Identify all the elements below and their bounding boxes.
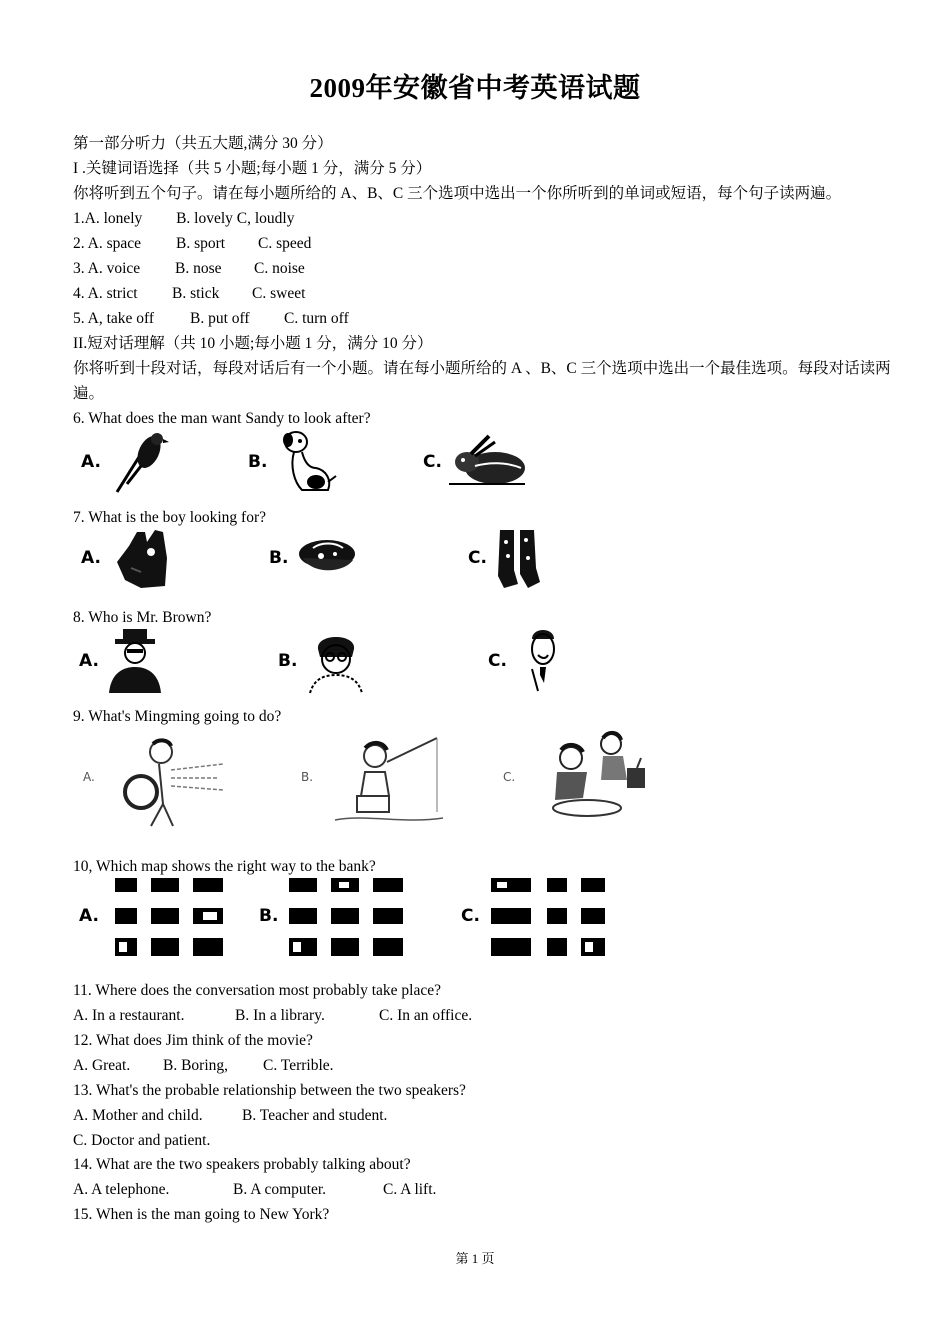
option-b: B. nose xyxy=(175,260,222,277)
question-15: 15. When is the man going to New York? xyxy=(73,1206,330,1223)
question-6: 6. What does the man want Sandy to look after? xyxy=(73,410,371,427)
socks-image xyxy=(494,528,544,590)
option-label: A. xyxy=(81,548,101,568)
question-11: 11. Where does the conversation most probably take place? xyxy=(73,982,441,999)
q8-pictures xyxy=(73,627,573,699)
option-label: C. xyxy=(468,548,487,568)
option-label: B. xyxy=(269,548,289,568)
section2-heading: II.短对话理解（共 10 小题;每小题 1 分，满分 10 分） xyxy=(73,335,433,352)
option-label: B. xyxy=(301,770,314,784)
option-a: 1.A. lonely xyxy=(73,210,143,227)
option-b: B. In a library. xyxy=(235,1007,325,1024)
option-a: 4. A. strict xyxy=(73,285,138,302)
option-b: B. sport xyxy=(176,235,226,252)
section1-heading: I .关键词语选择（共 5 小题;每小题 1 分，满分 5 分） xyxy=(73,160,432,177)
question-10: 10, Which map shows the right way to the bank? xyxy=(73,858,376,875)
question-14: 14. What are the two speakers probably talking about? xyxy=(73,1156,411,1173)
option-a: A. Great. xyxy=(73,1057,131,1074)
option-label: A. xyxy=(79,906,99,926)
option-label: B. xyxy=(259,906,279,926)
option-c: C. turn off xyxy=(284,310,349,327)
option-a: A. In a restaurant. xyxy=(73,1007,185,1024)
option-label: C. xyxy=(423,452,442,472)
option-c: C. In an office. xyxy=(379,1007,473,1024)
option-c: C. Terrible. xyxy=(263,1057,334,1074)
option-label: C. xyxy=(488,651,507,671)
q10-pictures xyxy=(73,876,633,958)
question-14-options xyxy=(73,1177,436,1202)
question-3 xyxy=(73,256,305,281)
option-b: B. A computer. xyxy=(233,1181,326,1198)
cap-image xyxy=(295,534,359,578)
page-title: 2009年安徽省中考英语试题 xyxy=(309,73,641,103)
dog-image xyxy=(272,430,338,496)
option-b: B. stick xyxy=(172,285,220,302)
option-c: C. noise xyxy=(254,260,305,277)
option-c: C. A lift. xyxy=(383,1181,437,1198)
part1-heading: 第一部分听力（共五大题,满分 30 分） xyxy=(73,135,333,152)
option-label: B. xyxy=(248,452,268,472)
bird-image xyxy=(111,430,171,496)
page-number: 第 1 页 xyxy=(455,1251,495,1266)
question-12: 12. What does Jim think of the movie? xyxy=(73,1032,313,1049)
option-a: 5. A, take off xyxy=(73,310,155,327)
option-label: A. xyxy=(79,651,99,671)
question-13-options xyxy=(73,1103,387,1128)
q7-pictures xyxy=(73,528,553,600)
question-4 xyxy=(73,281,305,306)
option-label: B. xyxy=(278,651,298,671)
children-planting-image xyxy=(527,728,657,824)
boy-fishing-image xyxy=(325,732,445,832)
question-9: 9. What's Mingming going to do? xyxy=(73,708,282,725)
question-12-options xyxy=(73,1053,334,1078)
question-5 xyxy=(73,306,349,331)
section2-instruction: 你将听到十段对话，每段对话后有一个小题。请在每小题所给的 A 、B、C 三个选项中选出一个最佳选项。每段对话读两遍。 xyxy=(73,360,891,402)
q6-pictures xyxy=(73,430,553,502)
option-b: B. put off xyxy=(190,310,250,327)
question-11-options xyxy=(73,1003,472,1028)
question-13-option-c: C. Doctor and patient. xyxy=(73,1132,211,1149)
rabbit-image xyxy=(445,432,529,492)
map-b-image xyxy=(287,876,405,958)
option-label: C. xyxy=(461,906,480,926)
question-13: 13. What's the probable relationship between the two speakers? xyxy=(73,1082,466,1099)
boy-swimming-image xyxy=(111,734,229,834)
question-8: 8. Who is Mr. Brown? xyxy=(73,609,212,626)
question-7: 7. What is the boy looking for? xyxy=(73,509,267,526)
option-c: C. sweet xyxy=(252,285,306,302)
option-a: A. A telephone. xyxy=(73,1181,170,1198)
option-a: A. Mother and child. xyxy=(73,1107,203,1124)
map-c-image xyxy=(489,876,607,958)
option-label: C. xyxy=(503,770,516,784)
option-c: C. speed xyxy=(258,235,312,252)
woman-with-glasses-image xyxy=(304,627,368,695)
map-a-image xyxy=(107,876,225,958)
option-label: A. xyxy=(83,770,95,784)
option-label: A. xyxy=(81,452,101,472)
option-a: 3. A. voice xyxy=(73,260,141,277)
option-b: B. Teacher and student. xyxy=(242,1107,388,1124)
option-b: B. Boring, xyxy=(163,1057,229,1074)
q9-pictures xyxy=(73,728,653,838)
option-b: B. lovely C, loudly xyxy=(176,210,295,227)
question-2 xyxy=(73,231,311,256)
man-with-hat-image xyxy=(105,627,165,695)
section1-instruction: 你将听到五个句子。请在每小题所给的 A、B、C 三个选项中选出一个你所听到的单词或短语，每个句子读两遍。 xyxy=(73,185,842,202)
question-1 xyxy=(73,206,294,231)
glove-image xyxy=(111,528,171,590)
man-with-tie-image xyxy=(518,627,568,695)
option-a: 2. A. space xyxy=(73,235,142,252)
